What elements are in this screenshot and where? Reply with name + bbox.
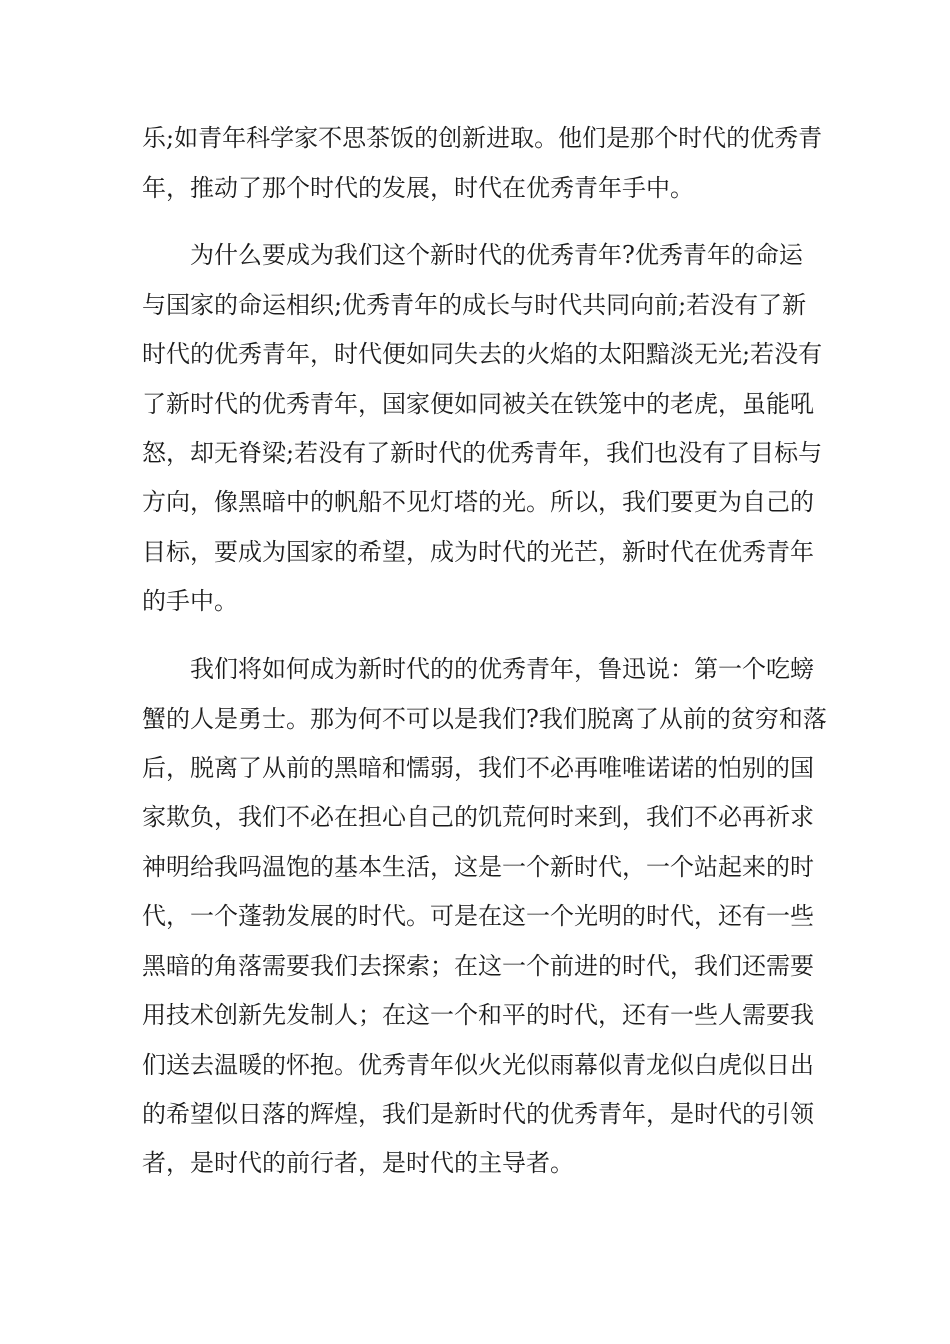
text-line: 与国家的命运相织;优秀青年的成长与时代共同向前;若没有了新 <box>142 291 807 319</box>
text-line: 代，一个蓬勃发展的时代。可是在这一个光明的时代，还有一些 <box>142 902 814 930</box>
text-line: 乐;如青年科学家不思茶饭的创新进取。他们是那个时代的优秀青 <box>142 124 823 152</box>
text-line: 家欺负，我们不必在担心自己的饥荒何时来到，我们不必再祈求 <box>142 803 814 831</box>
text-line: 怒，却无脊梁;若没有了新时代的优秀青年，我们也没有了目标与 <box>142 439 823 467</box>
text-line: 年，推动了那个时代的发展，时代在优秀青年手中。 <box>142 174 694 202</box>
text-line: 为什么要成为我们这个新时代的优秀青年?优秀青年的命运 <box>190 241 803 269</box>
text-line: 们送去温暖的怀抱。优秀青年似火光似雨幕似青龙似白虎似日出 <box>142 1051 814 1079</box>
text-line: 方向，像黑暗中的帆船不见灯塔的光。所以，我们要更为自己的 <box>142 488 814 516</box>
text-line: 者，是时代的前行者，是时代的主导者。 <box>142 1149 574 1177</box>
text-line: 了新时代的优秀青年，国家便如同被关在铁笼中的老虎，虽能吼 <box>142 390 814 418</box>
text-line: 目标，要成为国家的希望，成为时代的光芒，新时代在优秀青年 <box>142 538 814 566</box>
text-line: 神明给我吗温饱的基本生活，这是一个新时代，一个站起来的时 <box>142 853 814 881</box>
text-line: 我们将如何成为新时代的的优秀青年，鲁迅说：第一个吃螃 <box>190 655 814 683</box>
text-line: 的手中。 <box>142 587 238 615</box>
text-line: 时代的优秀青年，时代便如同失去的火焰的太阳黯淡无光;若没有 <box>142 340 823 368</box>
text-line: 蟹的人是勇士。那为何不可以是我们?我们脱离了从前的贫穷和落 <box>142 705 827 733</box>
text-line: 黑暗的角落需要我们去探索；在这一个前进的时代，我们还需要 <box>142 952 814 980</box>
text-line: 的希望似日落的辉煌，我们是新时代的优秀青年，是时代的引领 <box>142 1100 814 1128</box>
text-line: 后，脱离了从前的黑暗和懦弱，我们不必再唯唯诺诺的怕别的国 <box>142 754 814 782</box>
text-line: 用技术创新先发制人；在这一个和平的时代，还有一些人需要我 <box>142 1001 814 1029</box>
